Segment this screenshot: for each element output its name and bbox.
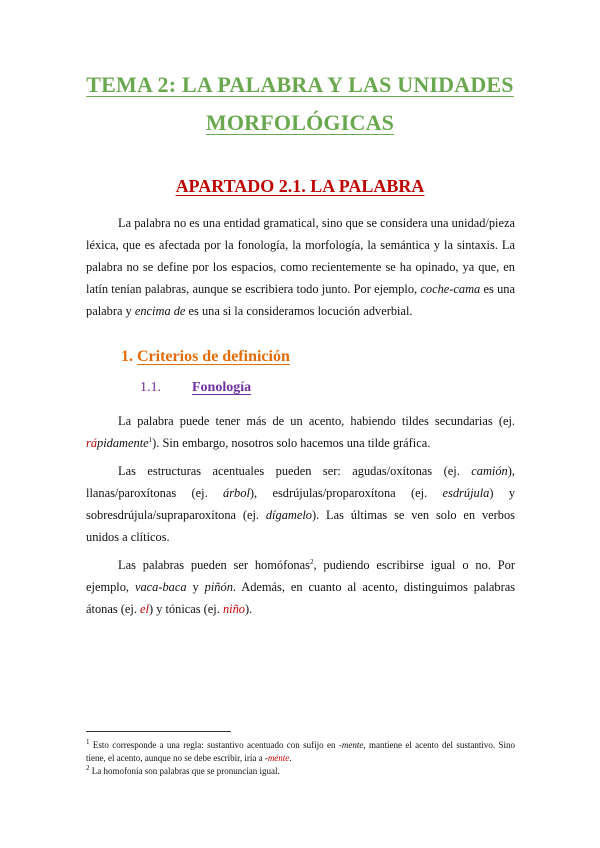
p3-text-2: , pudiendo escribirse igual o no. Por ejemplo, xyxy=(86,558,515,594)
p1-text-2: ). Sin embargo, nosotros solo hacemos una tilde gráfica. xyxy=(152,436,431,450)
p1-example-stress: rá xyxy=(86,436,98,450)
footnote-ref-1[interactable]: 1 xyxy=(148,435,153,444)
paragraph-acento xyxy=(86,410,515,454)
p3-example-1: vaca-baca xyxy=(134,580,187,594)
footnote-ref-2[interactable]: 2 xyxy=(309,557,314,566)
subsection-label: Fonología xyxy=(192,380,252,395)
apartado-heading: APARTADO 2.1. LA PALABRA xyxy=(175,176,425,196)
section-number: 1. xyxy=(121,348,133,365)
intro-example-2: encima de xyxy=(134,304,186,318)
p1-text-1: La palabra puede tener más de un acento, habiendo tildes secundarias (ej. xyxy=(118,414,515,428)
document-title-line1: TEMA 2: LA PALABRA Y LAS UNIDADES xyxy=(86,72,514,97)
p2-text-3: ), esdrújulas/proparoxítona (ej. xyxy=(249,486,443,500)
intro-example-1: coche-cama xyxy=(420,282,481,296)
intro-text-1: La palabra no es una entidad gramatical, sino que se considera una unidad/pieza léxica, que es afectada por la fonología, la morfología, la semántica y la sintaxis. La palabra no se define por los espacios, como recientemente se ha opinado, ya que, en latín tenían palabras, aunque se escribiera todo junto. Por ejemplo, xyxy=(86,216,515,296)
paragraph-homofonas xyxy=(86,554,515,620)
p2-text-4: ) y sobresdrújula/supraparoxítona (ej. xyxy=(86,486,516,522)
p2-example-4: dígamelo xyxy=(265,508,312,522)
p2-text-1: Las estructuras acentuales pueden ser: agudas/oxítonas (ej. xyxy=(118,464,472,478)
footnote-1-text-3: . xyxy=(289,753,292,763)
footnote-1-text-2: , mantiene el acento del sustantivo. Sino tiene, el acento, aunque no se debe escribir, iría a - xyxy=(86,740,515,763)
p3-example-2: piñón xyxy=(204,580,233,594)
subsection-number: 1.1. xyxy=(140,380,161,395)
footnote-1 xyxy=(86,739,515,765)
p3-text-3: y xyxy=(186,580,205,594)
footnote-separator xyxy=(86,731,231,732)
p2-example-2: árbol xyxy=(223,486,250,500)
document-title-line2: MORFOLÓGICAS xyxy=(205,110,395,135)
p3-example-3: el xyxy=(140,602,149,616)
section-heading-criterios xyxy=(121,348,290,366)
section-label: Criterios de definición xyxy=(137,348,290,365)
intro-text-3: es una si la consideramos locución adverbial. xyxy=(185,304,413,318)
intro-paragraph xyxy=(86,212,515,322)
footnote-1-number: 1 xyxy=(86,738,90,746)
intro-text-2: es una palabra y xyxy=(86,282,515,318)
footnote-1-example-2: ménte xyxy=(267,753,290,763)
paragraph-estructuras xyxy=(86,460,515,548)
p3-text-5: ) y tónicas (ej. xyxy=(148,602,223,616)
p1-example-rest: pidamente xyxy=(97,436,149,450)
p3-example-4: niño xyxy=(222,602,245,616)
footnote-1-example-1: mente xyxy=(341,740,364,750)
subsection-heading-fonologia xyxy=(140,380,251,396)
p2-text-2: ), llanas/paroxítonas (ej. xyxy=(86,464,515,500)
p2-example-3: esdrújula xyxy=(442,486,490,500)
p3-text-1: Las palabras pueden ser homófonas xyxy=(118,558,310,572)
footnote-2-number: 2 xyxy=(86,764,90,772)
p2-example-1: camión xyxy=(471,464,508,478)
footnote-1-text-1: Esto corresponde a una regla: sustantivo acentuado con sufijo en - xyxy=(89,740,342,750)
footnote-2-text: La homofonía son palabras que se pronuncian igual. xyxy=(89,766,280,776)
p2-text-5: ). Las últimas se ven solo en verbos unidos a clíticos. xyxy=(86,508,515,544)
p3-text-4: . Además, en cuanto al acento, distinguimos palabras átonas (ej. xyxy=(86,580,516,616)
footnote-2 xyxy=(86,765,515,778)
p3-text-6: ). xyxy=(244,602,253,616)
